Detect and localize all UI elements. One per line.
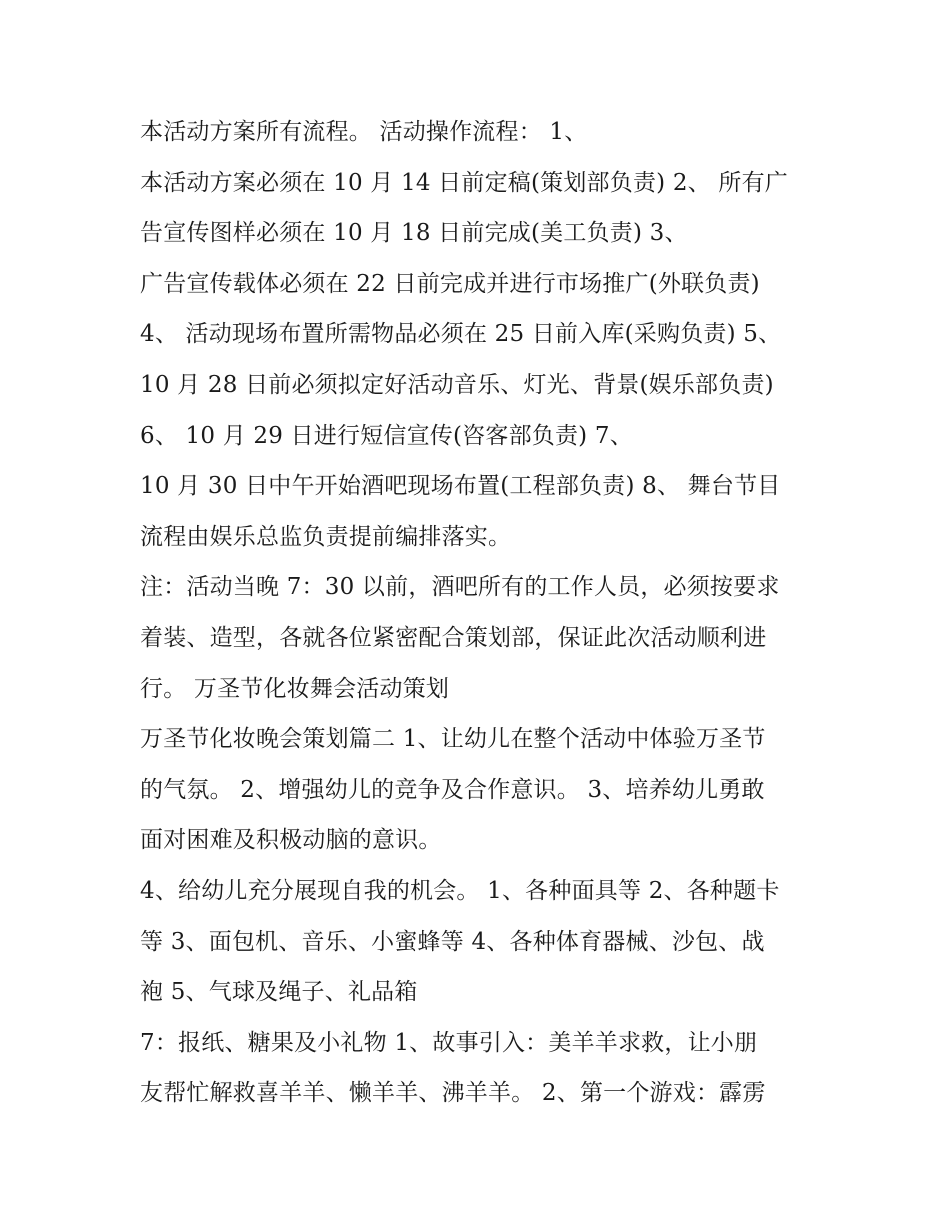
text-line: 本活动方案所有流程。 活动操作流程： 1、 [140, 119, 588, 145]
text-line: 10 月 28 日前必须拟定好活动音乐、灯光、背景(娱乐部负责) [140, 371, 774, 398]
text-line: 10 月 30 日中午开始酒吧现场布置(工程部负责) 8、 舞台节目 [140, 473, 781, 500]
text-line: 着装、造型，各就各位紧密配合策划部，保证此次活动顺利进 [140, 624, 767, 651]
document-body [140, 107, 830, 1119]
text-line: 袍 5、气球及绳子、礼品箱 [140, 979, 418, 1006]
text-line: 行。 万圣节化妆舞会活动策划 [140, 675, 450, 702]
text-line: 告宣传图样必须在 10 月 18 日前完成(美工负责) 3、 [140, 220, 688, 247]
text-line: 友帮忙解救喜羊羊、懒羊羊、沸羊羊。 2、第一个游戏：霹雳 [140, 1080, 766, 1107]
text-line: 流程由娱乐总监负责提前编排落实。 [140, 523, 512, 550]
text-line: 本活动方案必须在 10 月 14 日前定稿(策划部负责) 2、 所有广 [140, 169, 788, 196]
text-line: 面对困难及积极动脑的意识。 [140, 827, 442, 854]
text-line: 注：活动当晚 7：30 以前，酒吧所有的工作人员，必须按要求 [140, 574, 780, 601]
text-line: 的气氛。 2、增强幼儿的竞争及合作意识。 3、培养幼儿勇敢 [140, 776, 765, 803]
text-line: 万圣节化妆晚会策划篇二 1、让幼儿在整个活动中体验万圣节 [140, 726, 766, 753]
text-line: 4、给幼儿充分展现自我的机会。 1、各种面具等 2、各种题卡 [140, 877, 780, 904]
text-line: 4、 活动现场布置所需物品必须在 25 日前入库(采购负责) 5、 [140, 321, 782, 348]
text-line: 6、 10 月 29 日进行短信宣传(咨客部负责) 7、 [140, 422, 633, 449]
text-line: 广告宣传载体必须在 22 日前完成并进行市场推广(外联负责) [140, 270, 760, 297]
text-line: 等 3、面包机、音乐、小蜜蜂等 4、各种体育器械、沙包、战 [140, 928, 765, 955]
text-line: 7：报纸、糖果及小礼物 1、故事引入：美羊羊求救，让小朋 [140, 1029, 758, 1056]
